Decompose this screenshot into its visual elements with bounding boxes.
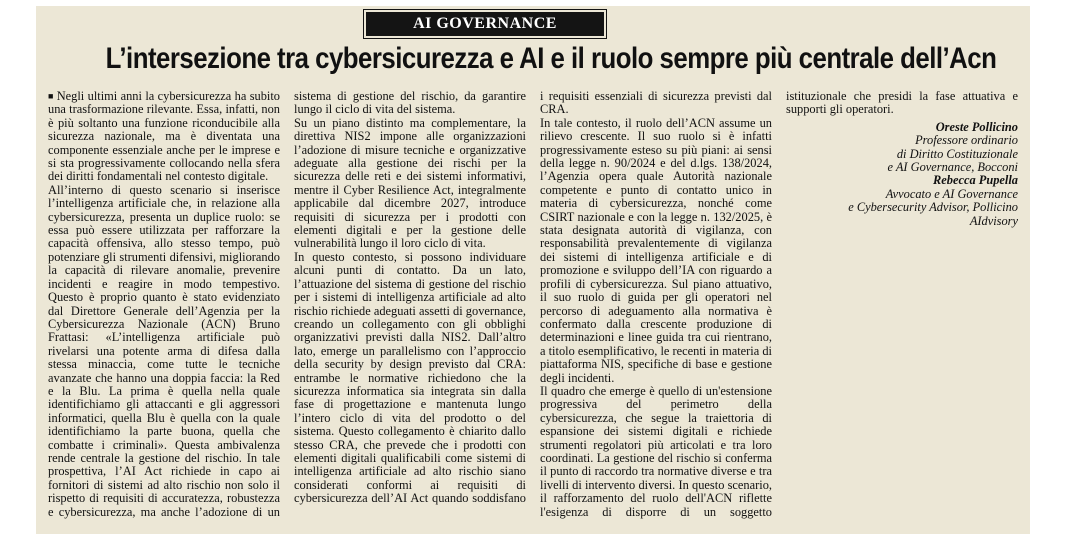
author-role: e AI Governance, Bocconi: [887, 160, 1018, 175]
paragraph-2: All’interno di questo scenario si inserisce l’intelligenza artificiale che, in relazione alla cybersicurezza, presenta un duplice ruolo: se essa può essere utilizzata per rafforzare la capacità offensiva, allo stesso tempo, può potenziare gli strumenti difensivi, migliorando la capacità di rilevare anomalie, prevenire incidenti e reagire in modo tempestivo. Questo è proprio quanto è stato evidenziato dal Direttore Generale dell’Agenzia per la Cybersicurezza Nazionale (ACN) Bruno Frattasi: «L’intelligenza artificiale può rivelarsi una potente arma di difesa dalla stessa minaccia, come tutte le tecniche avanzate che hanno una doppia faccia: la Red e la Blu. La prima è quella nella quale identifichiamo gli attaccanti e gli aggressori informatici, quella Blu è quella con la quale identifichiamo la parte buona, quella che combatte i criminali». Questa ambivalenza rende centrale la gestione del rischio. In tale prospettiva, l’AI Act richiede in capo ai fornitori di sistemi ad alto rischio non solo il rispetto di requisiti di accuratezza, robustezza e cybersicurezza, ma anche l’adozione di un sistema di gestione del rischio, da garantire lungo il ciclo di vita del sistema.: [48, 89, 526, 519]
author-role: e Cybersecurity Advisor, Pollicino: [848, 200, 1018, 215]
headline: L’intersezione tra cybersicurezza e AI e il ruolo sempre più centrale dell’Acn: [105, 42, 997, 75]
author-role: Professore ordinario: [915, 133, 1018, 148]
article: [36, 6, 1030, 534]
author-signature-2: [786, 174, 1018, 228]
author-role: di Diritto Costituzionale: [896, 146, 1018, 161]
author-role: Avvocato e AI Governance: [885, 186, 1018, 201]
author-name: Rebecca Pupella: [933, 173, 1018, 188]
paragraph-6: Il quadro che emerge è quello di un'estensione progressiva del perimetro della cybersicurezza, che segue la traiettoria di espansione dei sistemi digitali e richiede strumenti regolatori più articolati e tra loro coordinati. La gestione del rischio si conferma il punto di raccordo tra normative diverse e tra livelli di intervento diversi. In questo scenario, il rafforzamento del ruolo dell'ACN riflette l'esigenza di disporre di un soggetto istituzionale che presidi la fase attuativa e supporti gli operatori.: [540, 89, 1018, 519]
section-tag: AI GOVERNANCE: [366, 12, 604, 36]
square-bullet-icon: ■: [48, 91, 54, 101]
author-name: Oreste Pollicino: [935, 119, 1018, 134]
article-body: [48, 90, 1018, 530]
paragraph-3: Su un piano distinto ma complementare, la direttiva NIS2 impone alle organizzazioni l’adozione di misure tecniche e organizzative adeguate alla gestione dei rischi per la sicurezza delle reti e dei sistemi informativi, mentre il Cyber Resilience Act, integralmente applicabile dal dicembre 2027, introduce requisiti di sicurezza per i prodotti con elementi digitali e per la gestione delle vulnerabilità lungo il loro ciclo di vita.: [294, 115, 526, 251]
paragraph-1: [48, 90, 280, 184]
paragraph-1-text: Negli ultimi anni la cybersicurezza ha subito una trasformazione rilevante. Essa, infatti, non è più soltanto una funzione riconducibile alla sicurezza nazionale, ma è diventata una componente essenziale anche per le imprese e si sta progressivamente collocando nella sfera dei diritti fondamentali nel contesto digitale.: [48, 89, 280, 184]
paragraph-5: In tale contesto, il ruolo dell’ACN assume un rilievo crescente. Il suo ruolo si è infatti progressivamente esteso su più piani: ai sensi della legge n. 90/2024 e del d.lgs. 138/2024, l’Agenzia opera quale Autorità nazionale competente e punto di contatto unico in materia di cybersicurezza, nonché come CSIRT nazionale e con la legge n. 132/2025, è stata designata autorità di vigilanza, con responsabilità prevalentemente di vigilanza dei sistemi di intelligenza artificiale e di promozione e sviluppo dell’IA con riguardo a profili di cybersicurezza. Sul piano attuativo, il suo ruolo di guida per gli operatori nel percorso di adeguamento alla normativa è confermato dalla crescente produzione di determinazioni e linee guida tra cui rientrano, a titolo esemplificativo, le recenti in materia di piattaforma NIS, specifiche di base e gestione degli incidenti.: [540, 115, 772, 385]
paragraph-4: In questo contesto, si possono individuare alcuni punti di contatto. Da un lato, l’attuazione del sistema di gestione del rischio per i sistemi di intelligenza artificiale ad alto rischio richiede adeguati assetti di governance, creando un collegamento con gli obblighi organizzativi previsti dalla NIS2. Dall’altro lato, emerge un parallelismo con l’approccio della security by design previsto dal CRA: entrambe le normative richiedono che la sicurezza informatica sia integrata sin dalla fase di progettazione e mantenuta lungo l’intero ciclo di vita del prodotto o del sistema. Questo collegamento è chiarito dallo stesso CRA, che prevede che i prodotti con elementi digitali qualificabili come sistemi di intelligenza artificiale ad alto rischio siano considerati conformi ai requisiti di cybersicurezza dell’AI Act quando soddisfano i requisiti essenziali di sicurezza previsti dal CRA.: [294, 89, 772, 506]
author-signature-1: [786, 121, 1018, 175]
author-role: AIdvisory: [969, 213, 1018, 228]
